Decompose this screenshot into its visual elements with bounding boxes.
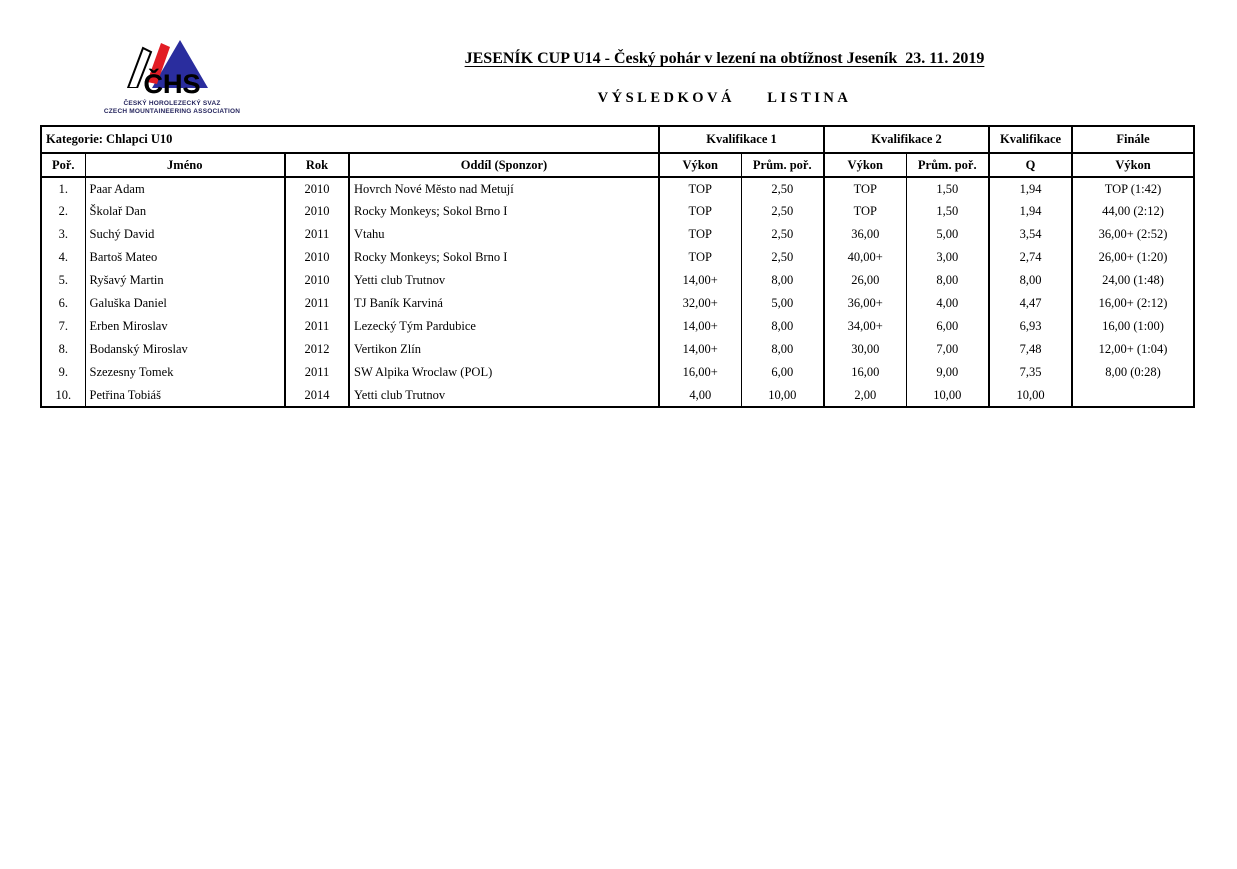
cell-k1-vykon: 4,00 <box>659 384 741 407</box>
cell-oddil: Yetti club Trutnov <box>349 384 659 407</box>
cell-k1-vykon: 14,00+ <box>659 338 741 361</box>
logo-acronym: ČHS <box>143 69 201 99</box>
cell-k2-prum: 6,00 <box>906 315 989 338</box>
column-header-jmeno: Jméno <box>85 153 285 177</box>
cell-por: 6. <box>41 292 85 315</box>
chs-logo <box>92 34 252 116</box>
table-row <box>41 223 1194 246</box>
table-row <box>41 200 1194 223</box>
cell-rok: 2011 <box>285 315 349 338</box>
cell-rok: 2010 <box>285 200 349 223</box>
cell-k2-vykon: 2,00 <box>824 384 906 407</box>
cell-rok: 2014 <box>285 384 349 407</box>
title-block <box>252 34 1197 107</box>
cell-por: 9. <box>41 361 85 384</box>
cell-finale: 24,00 (1:48) <box>1102 273 1164 288</box>
cell-jmeno: Paar Adam <box>85 177 285 200</box>
cell-oddil: SW Alpika Wroclaw (POL) <box>349 361 659 384</box>
cell-finale <box>1072 384 1194 407</box>
cell-jmeno: Bartoš Mateo <box>85 246 285 269</box>
column-header-por: Poř. <box>41 153 85 177</box>
cell-q: 7,35 <box>989 361 1072 384</box>
cell-por: 8. <box>41 338 85 361</box>
cell-oddil: Rocky Monkeys; Sokol Brno I <box>349 200 659 223</box>
cell-rok: 2010 <box>285 269 349 292</box>
cell-q: 10,00 <box>989 384 1072 407</box>
cell-k1-prum: 6,00 <box>741 361 824 384</box>
table-row <box>41 177 1194 200</box>
column-header-rok: Rok <box>285 153 349 177</box>
cell-oddil: Rocky Monkeys; Sokol Brno I <box>349 246 659 269</box>
cell-k2-prum: 5,00 <box>906 223 989 246</box>
cell-k1-vykon: TOP <box>659 246 741 269</box>
cell-k1-prum: 2,50 <box>741 246 824 269</box>
cell-jmeno: Školař Dan <box>85 200 285 223</box>
cell-k2-vykon: 30,00 <box>824 338 906 361</box>
column-header-k1-prum: Prům. poř. <box>741 153 824 177</box>
group-header-finale: Finále <box>1072 126 1194 153</box>
cell-finale: 16,00+ (2:12) <box>1098 296 1168 311</box>
cell-por: 3. <box>41 223 85 246</box>
category-label: Kategorie: Chlapci U10 <box>41 126 659 153</box>
cell-q: 1,94 <box>989 200 1072 223</box>
results-table <box>40 125 1195 408</box>
column-header-k2-vykon: Výkon <box>824 153 906 177</box>
cell-k1-vykon: TOP <box>659 223 741 246</box>
cell-oddil: Hovrch Nové Město nad Metují <box>349 177 659 200</box>
cell-oddil: Yetti club Trutnov <box>349 269 659 292</box>
cell-q: 7,48 <box>989 338 1072 361</box>
cell-rok: 2011 <box>285 292 349 315</box>
table-row <box>41 315 1194 338</box>
cell-rok: 2010 <box>285 177 349 200</box>
column-header-finale-vykon: Výkon <box>1072 153 1194 177</box>
cell-k1-vykon: 16,00+ <box>659 361 741 384</box>
table-row <box>41 338 1194 361</box>
cell-k2-vykon: 34,00+ <box>824 315 906 338</box>
cell-por: 1. <box>41 177 85 200</box>
cell-finale: TOP (1:42) <box>1104 181 1162 196</box>
table-row <box>41 384 1194 407</box>
cell-k1-prum: 5,00 <box>741 292 824 315</box>
cell-q: 2,74 <box>989 246 1072 269</box>
cell-k2-prum: 4,00 <box>906 292 989 315</box>
cell-k2-vykon: 26,00 <box>824 269 906 292</box>
cell-rok: 2011 <box>285 361 349 384</box>
cell-k1-prum: 8,00 <box>741 315 824 338</box>
cell-por: 2. <box>41 200 85 223</box>
cell-por: 4. <box>41 246 85 269</box>
cell-finale: 12,00+ (1:04) <box>1098 342 1168 357</box>
column-header-oddil: Oddíl (Sponzor) <box>349 153 659 177</box>
cell-k1-vykon: 32,00+ <box>659 292 741 315</box>
cell-k2-prum: 10,00 <box>906 384 989 407</box>
cell-k2-vykon: 16,00 <box>824 361 906 384</box>
cell-finale: 26,00+ (1:20) <box>1098 250 1168 265</box>
column-header-row <box>41 153 1194 177</box>
cell-finale: 8,00 (0:28) <box>1105 365 1161 380</box>
cell-k1-prum: 2,50 <box>741 177 824 200</box>
logo-caption <box>104 100 240 116</box>
cell-k1-vykon: TOP <box>659 177 741 200</box>
cell-k1-vykon: 14,00+ <box>659 269 741 292</box>
cell-k1-prum: 10,00 <box>741 384 824 407</box>
document-header <box>0 0 1237 116</box>
cell-k2-prum: 9,00 <box>906 361 989 384</box>
cell-q: 1,94 <box>989 177 1072 200</box>
results-tbody <box>41 177 1194 407</box>
column-header-q: Q <box>989 153 1072 177</box>
cell-q: 6,93 <box>989 315 1072 338</box>
cell-k2-vykon: TOP <box>824 200 906 223</box>
table-row <box>41 269 1194 292</box>
cell-jmeno: Bodanský Miroslav <box>85 338 285 361</box>
cell-rok: 2012 <box>285 338 349 361</box>
logo-caption-line1: ČESKÝ HOROLEZECKÝ SVAZ <box>123 100 221 107</box>
cell-finale: 16,00 (1:00) <box>1102 319 1164 334</box>
cell-oddil: Lezecký Tým Pardubice <box>349 315 659 338</box>
cell-k2-prum: 1,50 <box>906 200 989 223</box>
table-row <box>41 361 1194 384</box>
cell-oddil: Vertikon Zlín <box>349 338 659 361</box>
cell-q: 3,54 <box>989 223 1072 246</box>
cell-por: 7. <box>41 315 85 338</box>
column-header-k1-vykon: Výkon <box>659 153 741 177</box>
cell-q: 8,00 <box>989 269 1072 292</box>
cell-k1-vykon: 14,00+ <box>659 315 741 338</box>
group-header-kvalifikace-2: Kvalifikace 2 <box>824 126 989 153</box>
cell-jmeno: Erben Miroslav <box>85 315 285 338</box>
document-subtitle: VÝSLEDKOVÁ LISTINA <box>597 90 852 106</box>
cell-rok: 2011 <box>285 223 349 246</box>
cell-jmeno: Galuška Daniel <box>85 292 285 315</box>
cell-jmeno: Suchý David <box>85 223 285 246</box>
cell-jmeno: Petřina Tobiáš <box>85 384 285 407</box>
cell-k2-vykon: 36,00+ <box>824 292 906 315</box>
cell-k2-vykon: 40,00+ <box>824 246 906 269</box>
cell-por: 5. <box>41 269 85 292</box>
cell-k1-prum: 8,00 <box>741 338 824 361</box>
cell-k1-prum: 2,50 <box>741 200 824 223</box>
logo-caption-line2: CZECH MOUNTAINEERING ASSOCIATION <box>103 108 241 116</box>
document-title: JESENÍK CUP U14 - Český pohár v lezení na obtížnost Jeseník 23. 11. 2019 <box>464 50 985 67</box>
group-header-kvalifikace-1: Kvalifikace 1 <box>659 126 824 153</box>
column-header-k2-prum: Prům. poř. <box>906 153 989 177</box>
cell-rok: 2010 <box>285 246 349 269</box>
cell-k1-prum: 2,50 <box>741 223 824 246</box>
category-row <box>41 126 1194 153</box>
cell-k2-prum: 3,00 <box>906 246 989 269</box>
table-row <box>41 292 1194 315</box>
cell-por: 10. <box>41 384 85 407</box>
table-row <box>41 246 1194 269</box>
cell-oddil: Vtahu <box>349 223 659 246</box>
cell-oddil: TJ Baník Karviná <box>349 292 659 315</box>
cell-k2-vykon: TOP <box>824 177 906 200</box>
cell-k2-prum: 7,00 <box>906 338 989 361</box>
cell-finale: 36,00+ (2:52) <box>1098 227 1168 242</box>
cell-finale: 44,00 (2:12) <box>1102 204 1164 219</box>
cell-k2-prum: 8,00 <box>906 269 989 292</box>
cell-jmeno: Szezesny Tomek <box>85 361 285 384</box>
cell-jmeno: Ryšavý Martin <box>85 269 285 292</box>
cell-q: 4,47 <box>989 292 1072 315</box>
cell-k2-vykon: 36,00 <box>824 223 906 246</box>
group-header-kvalifikace: Kvalifikace <box>989 126 1072 153</box>
cell-k2-prum: 1,50 <box>906 177 989 200</box>
cell-k1-vykon: TOP <box>659 200 741 223</box>
cell-k1-prum: 8,00 <box>741 269 824 292</box>
